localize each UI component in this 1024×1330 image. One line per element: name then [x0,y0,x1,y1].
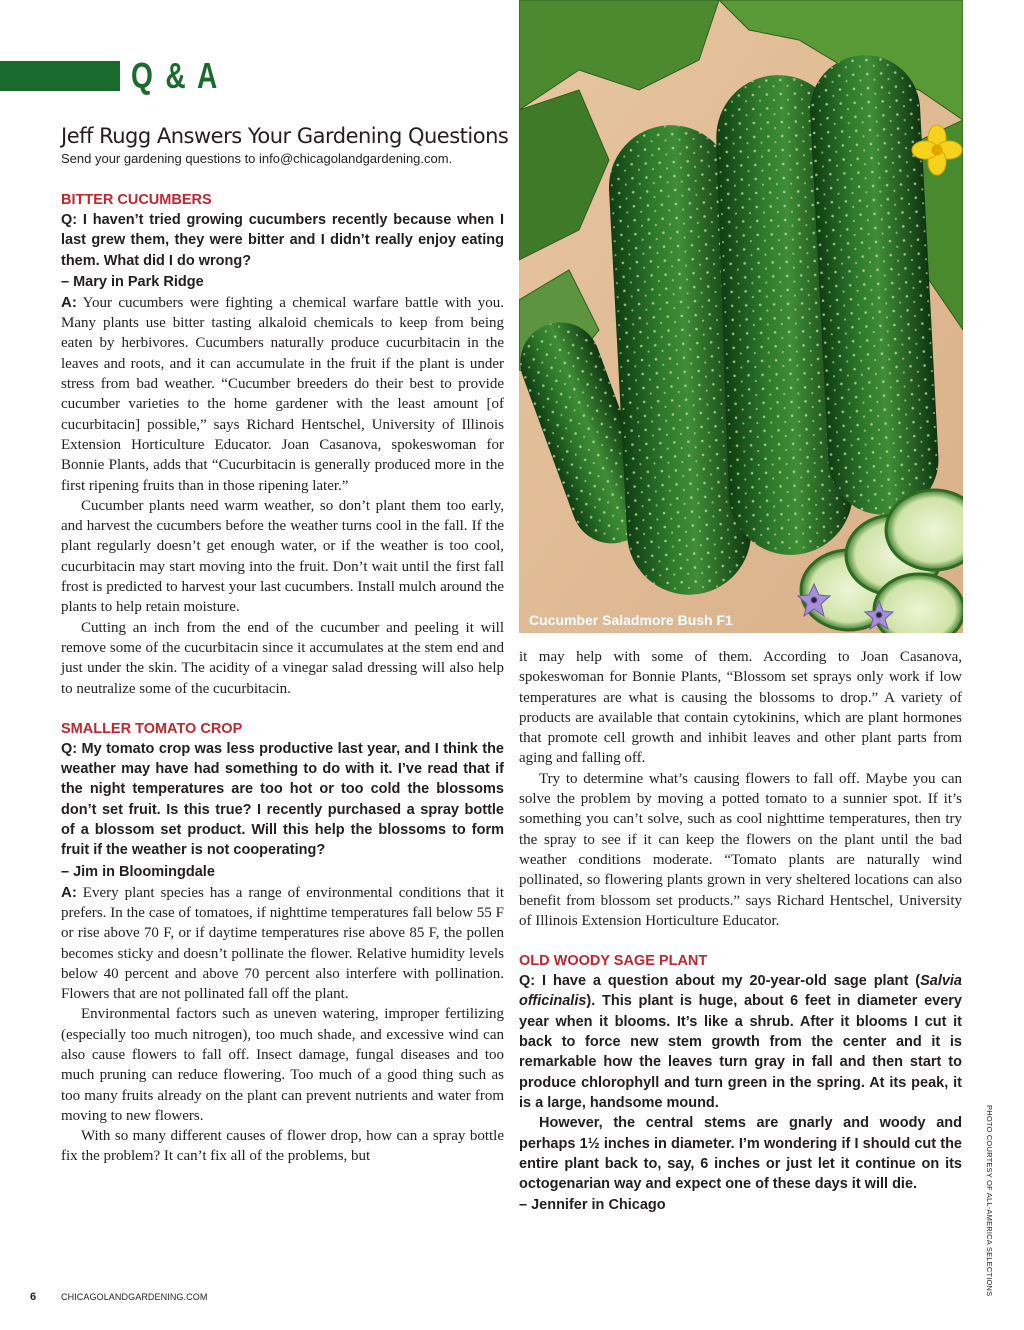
question-sage [519,971,962,1113]
spacer [61,699,504,719]
photo-caption: Cucumber Saladmore Bush F1 [529,612,733,628]
attribution-tomato: – Jim in Bloomingdale [61,863,215,880]
page-headline: Jeff Rugg Answers Your Gardening Questions [61,124,509,148]
page-number: 6 [30,1291,37,1303]
photo-credit [982,1105,996,1297]
cucumber-illustration [519,0,963,633]
section-color-bar [0,61,120,91]
answer-tomato-p2: Environmental factors such as uneven watering, improper fertilizing (especially too much nitrogen), too much shade, and excessive wind can also cause flowers to fall off. Insect damage, fungal diseases and too much pruning can reduce flowering. Too much of a good thing such as too many fruits already on the plant can prevent nutrients and water from moving to new flowers. [61,1006,504,1124]
right-column [519,647,962,1216]
answer-tomato-p4: Try to determine what’s causing flowers to fall off. Maybe you can solve the problem by moving a potted tomato to a sunnier spot. If it’s something you can’t solve, such as cool nighttime temperatures, then try the spray to see if it can keep the flowers on the plant until the bad weather conditions moderate. “Tomato plants are naturally wind pollinated, so flowering plants grown in very sheltered locations can also benefit from blossom set products.” says Richard Hentschel, University of Illinois Extension Horticulture Educator. [519,770,962,929]
answer-bitter-p2: Cucumber plants need warm weather, so don’t plant them too early, and harvest the cucumbers before the weather turns cool in the fall. If the plant regularly doesn’t get enough water, or if the weather is too cool, cucurbitacin may start moving into the fruit. Don’t wait until the first fall frost is predicted to harvest your last cucumbers. Install mulch around the plants to help retain moisture. [61,497,504,616]
left-column [61,190,504,1167]
answer-tomato-p3: With so many different causes of flower drop, how can a spray bottle fix the problem? It can’t fix all of the problems, but [61,1128,504,1165]
attribution-sage: – Jennifer in Chicago [519,1197,666,1214]
cucumber-photo [519,0,963,633]
photo-credit-text: PHOTO COURTESY OF ALL-AMERICA SELECTIONS [985,1105,994,1297]
answer-lead: A: [61,293,77,311]
answer-bitter-p1-text: Your cucumbers were fighting a chemical warfare battle with you. Many plants use bitter tasting alkaloid chemicals to keep from being eaten by herbivores. Cucumbers naturally produce cucurbitacin in the leaves and roots, and it can accumulate in the fruit if the plant is under stress from bad weather. “Cucumber breeders do their best to provide cucumber varieties to the home gardener with the least amount [of cucurbitacin] possible,” says Richard Hentschel, University of Illinois Extension Horticulture Educator. Joan Casanova, spokeswoman for Bonnie Plants, adds that “Cucurbitacin is generally produced more in the first ripening fruits than in those ripening later.” [61,294,504,494]
article-heading-sage: OLD WOODY SAGE PLANT [519,953,708,970]
question-sage-p2: However, the central stems are gnarly and woody and perhaps 1½ inches in diameter. I’m wondering if I should cut the entire plant back to, say, 6 inches or just let it continue on its octogenarian way and expect one of these days it will die. [519,1115,962,1193]
question-tomato: Q: My tomato crop was less productive last year, and I think the weather may have had something to do with it. I’ve read that if the night temperatures are too hot or too cold the blossoms don’t set fruit. Is this true? I recently purchased a spray bottle of a blossom set product. Will this help the blossoms to form fruit if the weather is not cooperating? [61,740,504,859]
spacer [519,931,962,951]
article-heading-tomato: SMALLER TOMATO CROP [61,720,243,737]
question-sage-start: Q: I have a question about my 20-year-old sage plant ( [519,973,921,990]
answer-tomato-p3-continued: it may help with some of them. According to Joan Casanova, spokeswoman for Bonnie Plants, “Blossom set sprays only work if low temperatures are what is causing the blossoms to drop.” A variety of products are available that contain cytokinins, which are plant hormones that promote cell growth and inhibit leaves and other plant parts from aging and falling off. [519,649,962,767]
question-sage-species: Salvia officinalis [519,973,962,1010]
footer-site: CHICAGOLANDGARDENING.COM [61,1292,208,1302]
question-bitter: Q: I haven’t tried growing cucumbers recently because when I last grew them, they were bitter and I didn’t really enjoy eating them. What did I do wrong? [61,212,504,269]
attribution-bitter: – Mary in Park Ridge [61,273,204,290]
answer-lead: A: [61,883,77,901]
answer-bitter-p1 [61,293,504,496]
section-title: Q & A [131,55,220,96]
answer-bitter-p3: Cutting an inch from the end of the cucumber and peeling it will remove some of the cucurbitacin since it accumulates at the stem end and just under the skin. The acidity of a vinegar salad dressing will also help to neutralize some of the cucurbitacin. [61,619,504,697]
article-heading-bitter: BITTER CUCUMBERS [61,192,212,208]
submission-note: Send your gardening questions to info@chicagolandgardening.com. [61,151,453,166]
answer-tomato-p1 [61,883,504,1005]
question-sage-end: ). This plant is huge, about 6 feet in diameter every year when it blooms. It’s like a shrub. After it blooms I cut it back to force new stem growth from the center and it is remarkable how the leaves turn gray in fall and then start to produce chlorophyll and turn green in the spring. At its peak, it is a large, handsome mound. [519,993,962,1111]
answer-tomato-p1-text: Every plant species has a range of environmental conditions that it prefers. In the case of tomatoes, if nighttime temperatures fall below 55 F or rise above 70 F, or if daytime temperatures rise above 85 F, the pollen becomes sticky and doesn’t pollinate the flower. Relative humidity levels below 40 percent and above 70 percent also interfere with pollination. Flowers that are not pollinated fall off the plant. [61,884,505,1003]
